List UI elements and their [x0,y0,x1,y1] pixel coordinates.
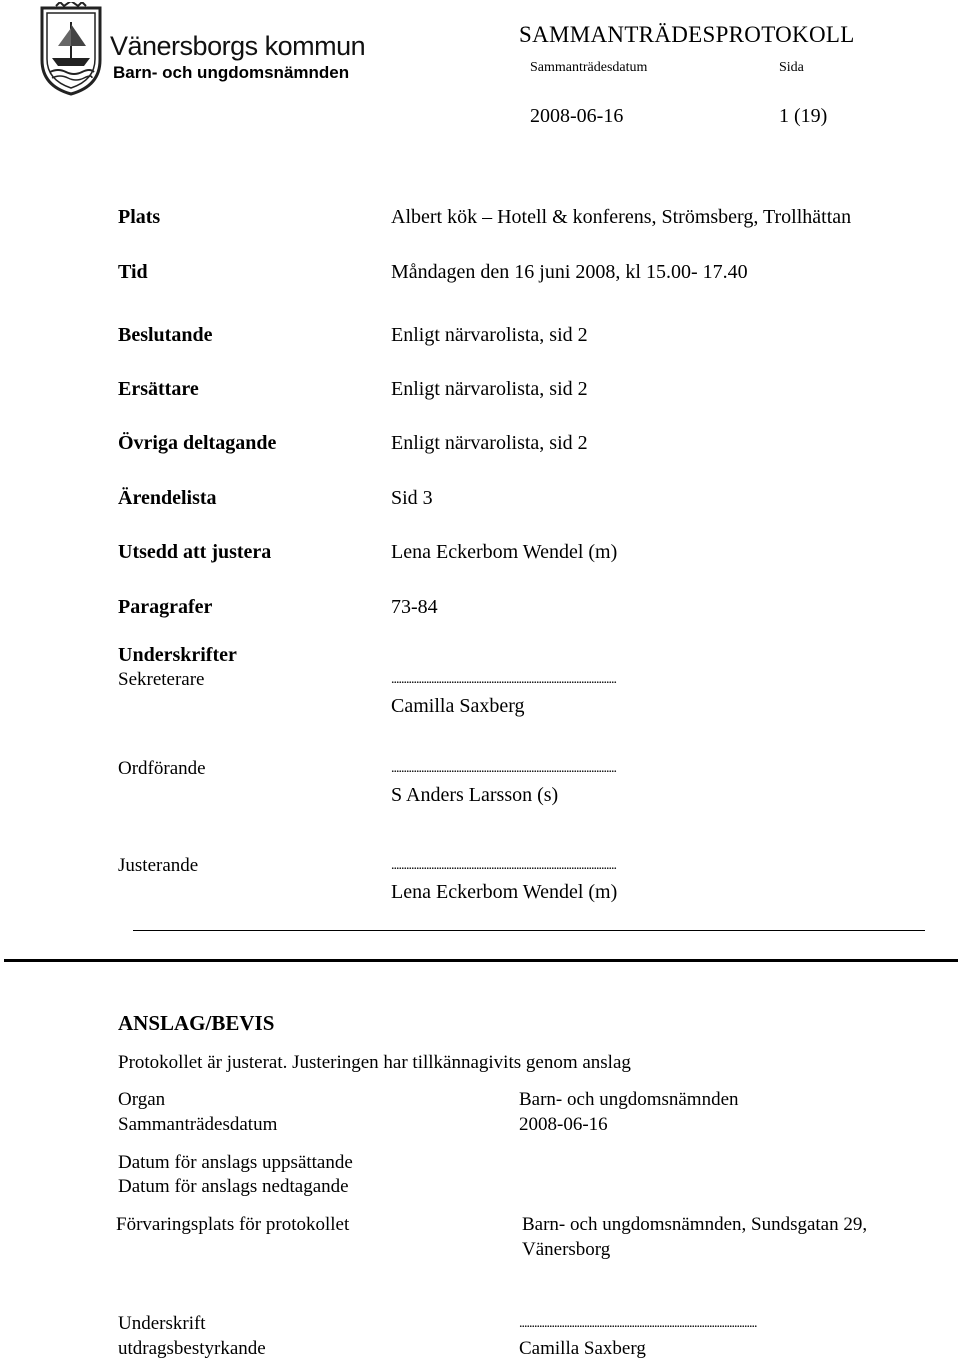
sekreterare-signature-line: .......................................................................................... [391,672,616,687]
sekreterare-name: Camilla Saxberg [391,695,525,717]
tid-value: Måndagen den 16 juni 2008, kl 15.00- 17.40 [391,261,748,283]
anslag-statement: Protokollet är justerat. Justeringen har tillkännagivits genom anslag [118,1052,631,1073]
underskrift-label: Underskrift [118,1313,206,1334]
committee-name: Barn- och ungdomsnämnden [113,63,350,82]
justerande-name: Lena Eckerbom Wendel (m) [391,881,618,903]
beslutande-label: Beslutande [118,324,213,346]
nedtagande-label: Datum för anslags nedtagande [118,1176,349,1197]
ersattare-value: Enligt närvarolista, sid 2 [391,378,588,400]
section-divider-thick [4,959,958,962]
utsedd-att-justera-label: Utsedd att justera [118,541,272,563]
meeting-date-label: Sammanträdesdatum [530,60,648,75]
organ-label: Organ [118,1089,166,1110]
anslag-datum-value: 2008-06-16 [519,1114,608,1135]
org-name: Vänersborgs kommun [110,31,366,61]
ovriga-deltagande-value: Enligt närvarolista, sid 2 [391,432,588,454]
section-divider-thin [133,930,925,931]
municipal-coat-of-arms-icon [38,2,104,96]
organ-value: Barn- och ungdomsnämnden [519,1089,739,1110]
sekreterare-label: Sekreterare [118,669,205,690]
page-label: Sida [779,60,804,75]
ersattare-label: Ersättare [118,378,199,400]
forvaringsplats-value-line2: Vänersborg [522,1239,611,1260]
underskrifter-heading: Underskrifter [118,644,237,666]
arendelista-value: Sid 3 [391,487,433,509]
arendelista-label: Ärendelista [118,487,217,509]
anslag-heading: ANSLAG/BEVIS [118,1011,275,1035]
plats-label: Plats [118,206,161,228]
ordforande-signature-line: .......................................................................................... [391,761,616,776]
ovriga-deltagande-label: Övriga deltagande [118,432,277,454]
page-number: 1 (19) [779,105,828,127]
ordforande-name: S Anders Larsson (s) [391,784,559,806]
utdragsbestyrkande-signature-line: ............................................................................................... [519,1316,757,1331]
meeting-date-value: 2008-06-16 [530,105,624,127]
justerande-signature-line: .......................................................................................... [391,858,616,873]
forvaringsplats-label: Förvaringsplats för protokollet [116,1214,350,1235]
utdragsbestyrkande-name: Camilla Saxberg [519,1338,646,1359]
utdragsbestyrkande-label: utdragsbestyrkande [118,1338,266,1359]
uppsattande-label: Datum för anslags uppsättande [118,1152,353,1173]
paragrafer-value: 73-84 [391,596,438,618]
anslag-datum-label: Sammanträdesdatum [118,1114,278,1135]
plats-value: Albert kök – Hotell & konferens, Strömsberg, Trollhättan [391,206,852,228]
beslutande-value: Enligt närvarolista, sid 2 [391,324,588,346]
forvaringsplats-value-line1: Barn- och ungdomsnämnden, Sundsgatan 29, [522,1214,868,1235]
utsedd-att-justera-value: Lena Eckerbom Wendel (m) [391,541,618,563]
document-type-title: SAMMANTRÄDESPROTOKOLL [519,22,855,47]
tid-label: Tid [118,261,148,283]
paragrafer-label: Paragrafer [118,596,213,618]
ordforande-label: Ordförande [118,758,206,779]
justerande-label: Justerande [118,855,199,876]
